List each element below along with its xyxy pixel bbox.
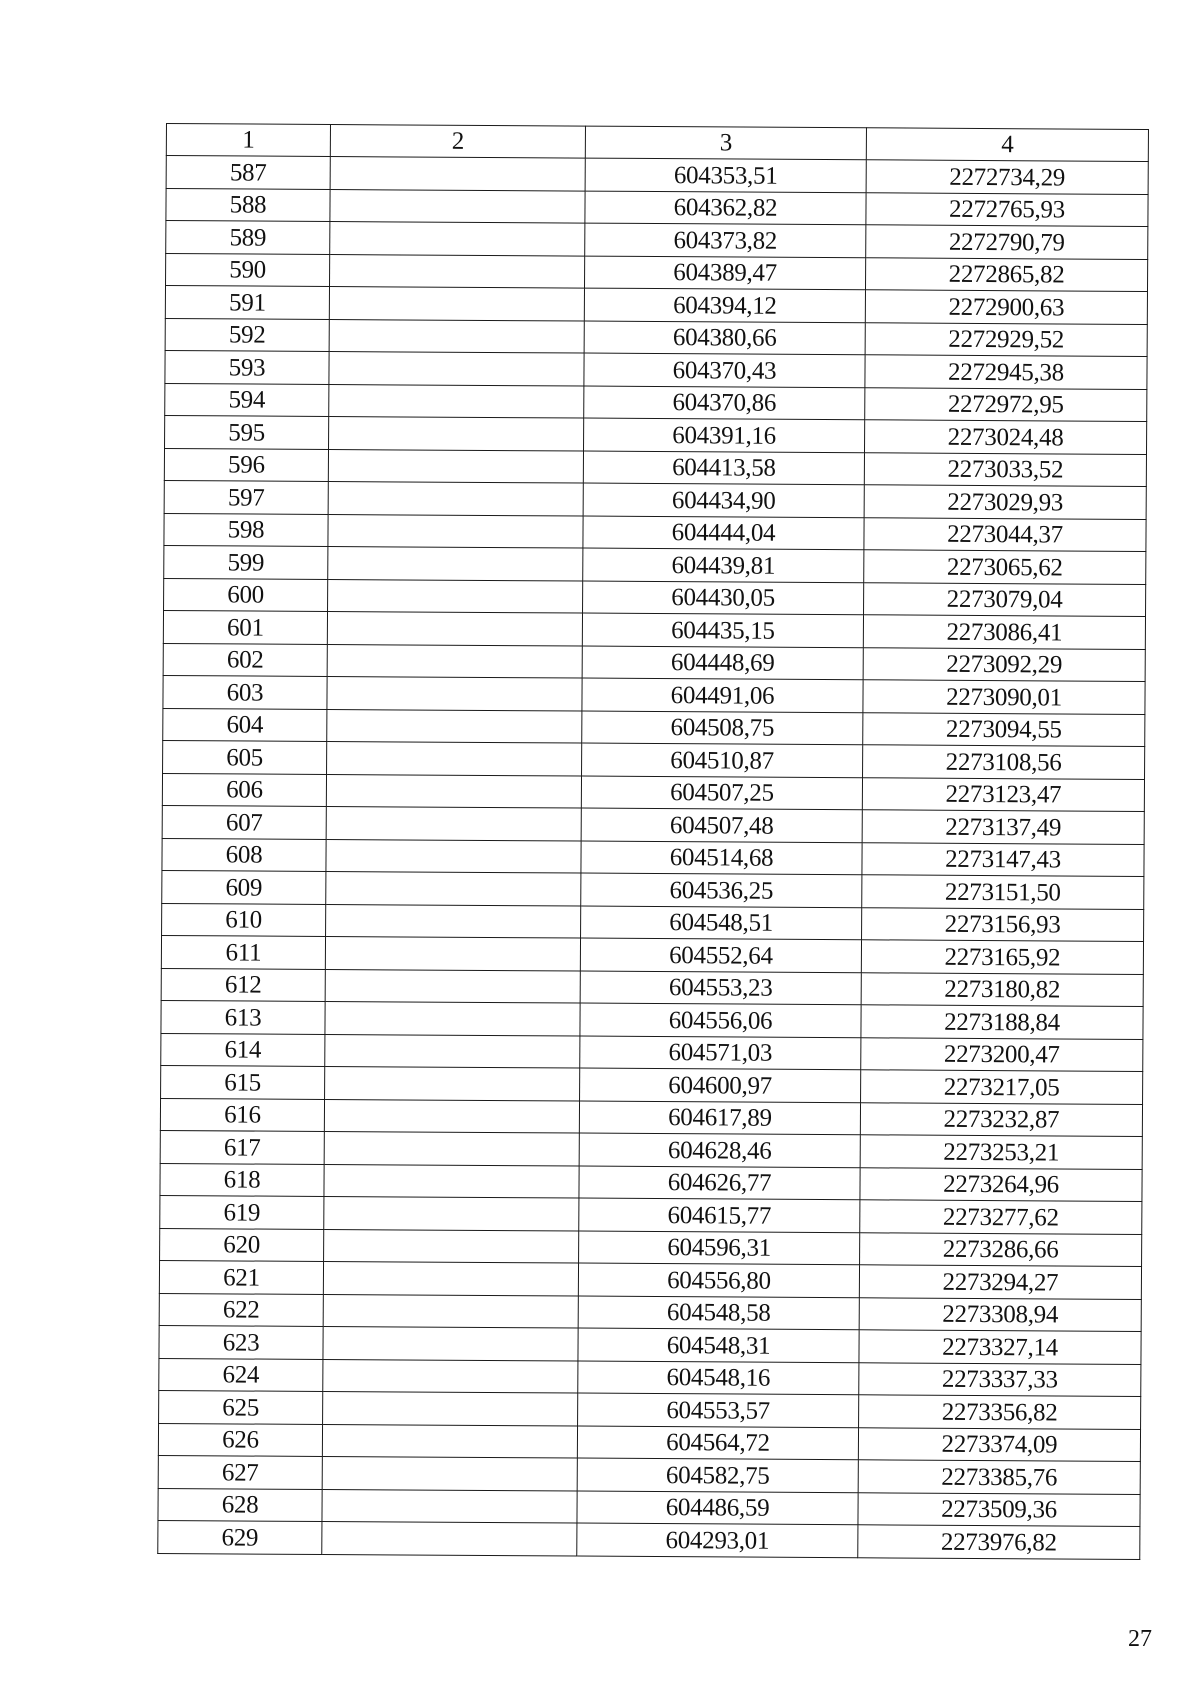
point-number-cell: 588 [166,188,330,222]
name-cell [330,189,585,223]
x-coordinate-cell: 604389,47 [584,256,865,290]
x-coordinate-cell: 604373,82 [585,223,866,257]
y-coordinate-cell: 2272790,79 [866,225,1148,259]
y-coordinate-cell: 2273385,76 [858,1460,1140,1494]
y-coordinate-cell: 2273033,52 [864,452,1146,486]
y-coordinate-cell: 2273090,01 [863,680,1145,714]
name-cell [325,1034,580,1068]
x-coordinate-cell: 604508,75 [582,711,863,745]
y-coordinate-cell: 2273044,37 [864,517,1146,551]
name-cell [324,1099,579,1133]
point-number-cell: 620 [160,1228,324,1262]
name-cell [325,969,580,1003]
y-coordinate-cell: 2273308,94 [859,1297,1141,1331]
x-coordinate-cell: 604391,16 [584,418,865,452]
point-number-cell: 623 [159,1325,323,1359]
y-coordinate-cell: 2273092,29 [863,647,1145,681]
name-cell [322,1521,577,1555]
y-coordinate-cell: 2273094,55 [863,712,1145,746]
point-number-cell: 629 [158,1520,322,1554]
name-cell [328,481,583,515]
name-cell [326,806,581,840]
column-header-name: 2 [330,125,585,159]
y-coordinate-cell: 2273024,48 [865,420,1147,454]
y-coordinate-cell: 2272765,93 [866,192,1148,226]
x-coordinate-cell: 604556,06 [580,1003,861,1037]
y-coordinate-cell: 2273079,04 [864,582,1146,616]
point-number-cell: 627 [158,1455,322,1489]
name-cell [327,676,582,710]
x-coordinate-cell: 604628,46 [579,1133,860,1167]
y-coordinate-cell: 2273165,92 [861,940,1143,974]
point-number-cell: 587 [166,156,330,190]
name-cell [328,514,583,548]
point-number-cell: 616 [160,1098,324,1132]
name-cell [329,287,584,321]
x-coordinate-cell: 604626,77 [579,1166,860,1200]
x-coordinate-cell: 604514,68 [581,841,862,875]
x-coordinate-cell: 604553,23 [580,971,861,1005]
point-number-cell: 612 [161,968,325,1002]
table-body [158,156,1149,1559]
name-cell [327,611,582,645]
y-coordinate-cell: 2273029,93 [864,485,1146,519]
y-coordinate-cell: 2273253,21 [860,1135,1142,1169]
name-cell [328,546,583,580]
y-coordinate-cell: 2272865,82 [865,257,1147,291]
name-cell [326,774,581,808]
x-coordinate-cell: 604491,06 [582,678,863,712]
x-coordinate-cell: 604536,25 [581,873,862,907]
name-cell [323,1261,578,1295]
point-number-cell: 601 [163,610,327,644]
x-coordinate-cell: 604486,59 [577,1491,858,1525]
x-coordinate-cell: 604507,48 [581,808,862,842]
name-cell [322,1489,577,1523]
column-header-point: 1 [166,124,330,157]
x-coordinate-cell: 604444,04 [583,516,864,550]
point-number-cell: 606 [162,773,326,807]
name-cell [323,1391,578,1425]
point-number-cell: 615 [161,1065,325,1099]
x-coordinate-cell: 604370,43 [584,353,865,387]
y-coordinate-cell: 2273277,62 [860,1200,1142,1234]
y-coordinate-cell: 2273188,84 [861,1005,1143,1039]
x-coordinate-cell: 604552,64 [580,938,861,972]
point-number-cell: 609 [162,870,326,904]
y-coordinate-cell: 2273509,36 [858,1492,1140,1526]
x-coordinate-cell: 604293,01 [577,1523,858,1557]
point-number-cell: 626 [158,1423,322,1457]
column-header-y: 4 [866,128,1148,162]
column-header-x: 3 [585,126,866,160]
y-coordinate-cell: 2273264,96 [860,1167,1142,1201]
point-number-cell: 604 [163,708,327,742]
y-coordinate-cell: 2273137,49 [862,810,1144,844]
point-number-cell: 589 [166,221,330,255]
y-coordinate-cell: 2272734,29 [866,160,1148,194]
point-number-cell: 614 [161,1033,325,1067]
y-coordinate-cell: 2273086,41 [863,615,1145,649]
x-coordinate-cell: 604507,25 [581,776,862,810]
x-coordinate-cell: 604394,12 [584,288,865,322]
point-number-cell: 625 [159,1390,323,1424]
x-coordinate-cell: 604556,80 [578,1263,859,1297]
x-coordinate-cell: 604448,69 [582,646,863,680]
x-coordinate-cell: 604380,66 [584,321,865,355]
y-coordinate-cell: 2273147,43 [862,842,1144,876]
name-cell [326,839,581,873]
y-coordinate-cell: 2273123,47 [862,777,1144,811]
point-number-cell: 597 [164,480,328,514]
point-number-cell: 613 [161,1000,325,1034]
x-coordinate-cell: 604435,15 [582,613,863,647]
point-number-cell: 605 [163,740,327,774]
x-coordinate-cell: 604413,58 [583,451,864,485]
table-row [158,1520,1140,1558]
x-coordinate-cell: 604430,05 [583,581,864,615]
y-coordinate-cell: 2273065,62 [864,550,1146,584]
x-coordinate-cell: 604439,81 [583,548,864,582]
x-coordinate-cell: 604548,16 [578,1361,859,1395]
name-cell [329,352,584,386]
y-coordinate-cell: 2273217,05 [861,1070,1143,1104]
point-number-cell: 621 [159,1260,323,1294]
y-coordinate-cell: 2273374,09 [858,1427,1140,1461]
coordinates-table [157,123,1149,1559]
x-coordinate-cell: 604548,58 [578,1296,859,1330]
name-cell [324,1131,579,1165]
point-number-cell: 598 [164,513,328,547]
point-number-cell: 603 [163,675,327,709]
point-number-cell: 592 [165,318,329,352]
name-cell [324,1229,579,1263]
name-cell [330,157,585,191]
y-coordinate-cell: 2273108,56 [863,745,1145,779]
name-cell [328,579,583,613]
x-coordinate-cell: 604600,97 [580,1068,861,1102]
point-number-cell: 622 [159,1293,323,1327]
x-coordinate-cell: 604353,51 [585,158,866,192]
name-cell [327,644,582,678]
point-number-cell: 608 [162,838,326,872]
x-coordinate-cell: 604564,72 [577,1426,858,1460]
point-number-cell: 617 [160,1130,324,1164]
name-cell [324,1196,579,1230]
point-number-cell: 624 [159,1358,323,1392]
y-coordinate-cell: 2273337,33 [859,1362,1141,1396]
y-coordinate-cell: 2273156,93 [862,907,1144,941]
name-cell [326,904,581,938]
y-coordinate-cell: 2272929,52 [865,322,1147,356]
x-coordinate-cell: 604548,31 [578,1328,859,1362]
x-coordinate-cell: 604434,90 [583,483,864,517]
point-number-cell: 599 [164,545,328,579]
y-coordinate-cell: 2273327,14 [859,1330,1141,1364]
y-coordinate-cell: 2273200,47 [861,1037,1143,1071]
name-cell [324,1164,579,1198]
name-cell [329,416,584,450]
y-coordinate-cell: 2273294,27 [859,1265,1141,1299]
name-cell [329,384,584,418]
point-number-cell: 611 [161,935,325,969]
x-coordinate-cell: 604571,03 [580,1036,861,1070]
x-coordinate-cell: 604617,89 [579,1101,860,1135]
name-cell [325,936,580,970]
point-number-cell: 593 [165,350,329,384]
name-cell [326,871,581,905]
y-coordinate-cell: 2273356,82 [859,1395,1141,1429]
point-number-cell: 596 [164,448,328,482]
point-number-cell: 618 [160,1163,324,1197]
name-cell [330,254,585,288]
x-coordinate-cell: 604362,82 [585,191,866,225]
point-number-cell: 628 [158,1488,322,1522]
name-cell [322,1424,577,1458]
name-cell [322,1456,577,1490]
y-coordinate-cell: 2272900,63 [865,290,1147,324]
name-cell [325,1001,580,1035]
name-cell [329,319,584,353]
point-number-cell: 595 [165,415,329,449]
name-cell [328,449,583,483]
y-coordinate-cell: 2273976,82 [858,1525,1140,1559]
x-coordinate-cell: 604582,75 [577,1458,858,1492]
name-cell [323,1294,578,1328]
point-number-cell: 594 [165,383,329,417]
name-cell [325,1066,580,1100]
point-number-cell: 591 [165,286,329,320]
name-cell [323,1359,578,1393]
x-coordinate-cell: 604596,31 [579,1231,860,1265]
x-coordinate-cell: 604615,77 [579,1198,860,1232]
name-cell [327,741,582,775]
x-coordinate-cell: 604370,86 [584,386,865,420]
x-coordinate-cell: 604548,51 [581,906,862,940]
name-cell [327,709,582,743]
page-number: 27 [1128,1626,1152,1652]
y-coordinate-cell: 2272972,95 [865,387,1147,421]
name-cell [330,222,585,256]
name-cell [323,1326,578,1360]
point-number-cell: 619 [160,1195,324,1229]
point-number-cell: 607 [162,805,326,839]
y-coordinate-cell: 2272945,38 [865,355,1147,389]
y-coordinate-cell: 2273180,82 [861,972,1143,1006]
y-coordinate-cell: 2273232,87 [860,1102,1142,1136]
point-number-cell: 590 [166,253,330,287]
point-number-cell: 602 [163,643,327,677]
x-coordinate-cell: 604553,57 [578,1393,859,1427]
y-coordinate-cell: 2273286,66 [860,1232,1142,1266]
point-number-cell: 600 [164,578,328,612]
y-coordinate-cell: 2273151,50 [862,875,1144,909]
point-number-cell: 610 [162,903,326,937]
x-coordinate-cell: 604510,87 [582,743,863,777]
